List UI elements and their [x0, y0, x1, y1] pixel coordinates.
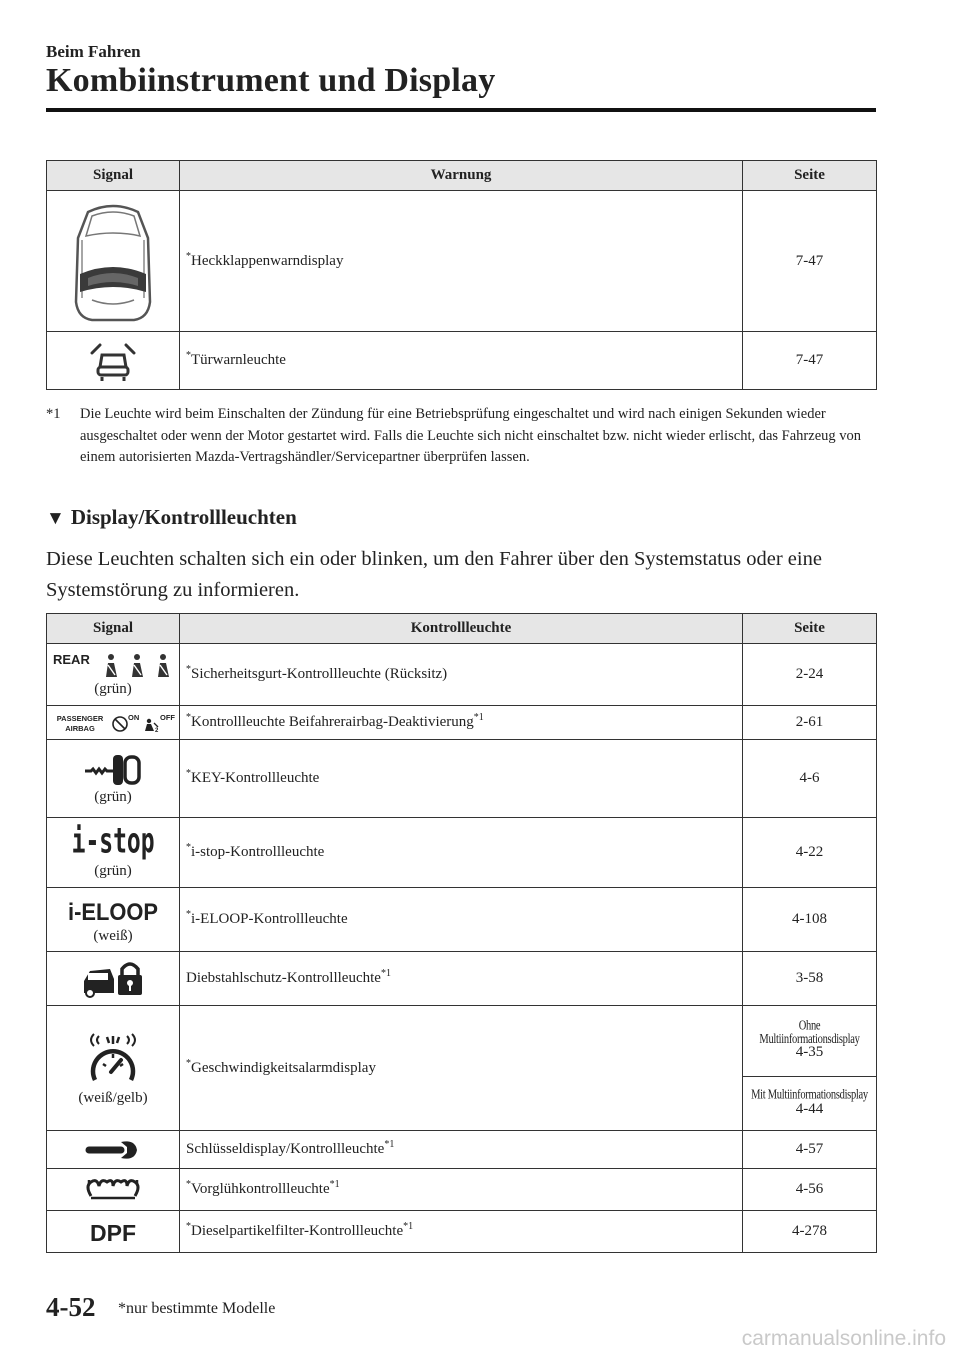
table-row — [47, 1211, 877, 1253]
passenger-airbag-icon — [50, 711, 176, 735]
table-header-row — [47, 614, 877, 644]
page-ref: 4-108 — [743, 888, 877, 952]
svg-text:2: 2 — [155, 727, 159, 734]
speed-alarm-icon — [85, 1030, 141, 1088]
warning-label: Heckklappenwarndisplay — [191, 252, 344, 269]
svg-text:PASSENGER: PASSENGER — [56, 713, 104, 723]
footnote-ref: *1 — [329, 1179, 340, 1190]
rear-icon-text: REAR — [53, 652, 90, 667]
color-label: (weiß/gelb) — [78, 1089, 148, 1106]
footnote-mark: *1 — [46, 406, 61, 422]
section-label: Beim Fahren — [46, 42, 141, 61]
svg-text:AIRBAG: AIRBAG — [65, 723, 95, 733]
col-signal-header: Signal — [47, 614, 180, 644]
wrench-icon — [85, 1137, 141, 1163]
model-star: * — [186, 350, 191, 361]
model-star: * — [186, 712, 191, 723]
svg-text:i-stop: i-stop — [71, 820, 155, 861]
page-ref: 4-22 — [743, 818, 877, 888]
col-signal-header: Signal — [47, 161, 180, 191]
page-ref: 7-47 — [743, 332, 877, 390]
page-condition-note: Ohne Multiinformationsdisplay — [759, 1018, 860, 1047]
warning-table — [46, 160, 877, 390]
footnote — [46, 404, 876, 469]
color-label: (grün) — [94, 681, 132, 697]
indicator-label: Sicherheitsgurt-Kontrollleuchte (Rücksitz) — [191, 666, 448, 682]
model-star: * — [186, 664, 191, 675]
svg-text:DPF: DPF — [90, 1219, 136, 1246]
car-trunk-icon — [68, 198, 158, 324]
table-row — [47, 1131, 877, 1169]
footnote-ref: *1 — [473, 712, 484, 723]
footnote-ref: *1 — [384, 1139, 395, 1150]
page-number: 4-52 — [46, 1292, 96, 1322]
table-row — [47, 332, 877, 390]
indicator-label: Geschwindigkeitsalarmdisplay — [191, 1059, 376, 1076]
rear-seatbelt-icon — [51, 651, 175, 679]
page-ref: 4-6 — [743, 740, 877, 818]
section-intro: Diese Leuchten schalten sich ein oder blinken, um den Fahrer über den Systemstatus oder eine Systemstörung zu informieren. — [46, 548, 822, 601]
indicator-label: Kontrollleuchte Beifahrerairbag-Deaktivierung — [191, 714, 474, 730]
model-star: * — [186, 768, 191, 779]
i-stop-icon — [71, 820, 155, 861]
col-indicator-header: Kontrollleuchte — [180, 614, 743, 644]
page-ref: 4-56 — [743, 1169, 877, 1211]
col-page-header: Seite — [743, 614, 877, 644]
section-marker: ▼ — [46, 508, 65, 529]
model-star: * — [186, 1221, 191, 1232]
footnote-ref: *1 — [403, 1221, 414, 1232]
footnote-ref: *1 — [380, 968, 391, 979]
indicator-table — [46, 613, 877, 1253]
table-row — [47, 191, 877, 332]
section-title-text: Display/Kontrollleuchten — [70, 505, 297, 529]
indicator-label: Schlüsseldisplay/Kontrollleuchte — [186, 1141, 385, 1157]
table-row — [47, 1006, 877, 1077]
security-lock-icon — [80, 959, 146, 999]
door-warning-icon — [88, 339, 138, 383]
indicator-label: KEY-Kontrollleuchte — [191, 770, 320, 786]
indicator-label: Dieselpartikelfilter-Kontrollleuchte — [191, 1223, 404, 1239]
table-row — [47, 644, 877, 706]
color-label: (grün) — [94, 863, 132, 879]
dpf-icon — [77, 1219, 149, 1245]
indicator-label: i-ELOOP-Kontrollleuchte — [191, 911, 348, 927]
page-ref: 7-47 — [743, 191, 877, 332]
model-star: * — [186, 842, 191, 853]
header-divider — [46, 108, 876, 112]
indicator-label: Diebstahlschutz-Kontrollleuchte — [186, 970, 381, 986]
page-ref: 4-35 — [795, 1043, 824, 1060]
page-ref: 4-278 — [743, 1211, 877, 1253]
indicator-label: Vorglühkontrollleuchte — [191, 1181, 330, 1197]
col-warning-header: Warnung — [180, 161, 743, 191]
color-label: (grün) — [94, 789, 132, 805]
model-star: * — [186, 1057, 191, 1069]
key-icon — [83, 751, 143, 787]
table-row — [47, 740, 877, 818]
indicator-label: i-stop-Kontrollleuchte — [191, 844, 325, 860]
section-heading — [46, 505, 297, 530]
page-ref: 2-24 — [743, 644, 877, 706]
footnote-text: Die Leuchte wird beim Einschalten der Zündung für eine Betriebsprüfung eingeschaltet und wird nach einigen Sekunden wieder ausgeschaltet oder wenn der Motor gestartet wird. Falls die Leuchte sich nicht einschaltet bzw. nicht wieder erlischt, das Fahrzeug von einem autorisierten Mazda-Vertragshändler/Servicepartner überprüfen lassen. — [80, 406, 862, 465]
col-page-header: Seite — [743, 161, 877, 191]
watermark: carmanualsonline.info — [741, 1327, 946, 1350]
page-ref: 4-57 — [743, 1131, 877, 1169]
page-ref: 4-44 — [795, 1100, 824, 1117]
table-row — [47, 952, 877, 1006]
table-row — [47, 888, 877, 952]
warning-label: Türwarnleuchte — [191, 352, 286, 368]
table-row — [47, 706, 877, 740]
page-condition-note: Mit Multiinformationsdisplay — [751, 1088, 868, 1102]
svg-text:OFF: OFF — [160, 712, 175, 722]
glow-plug-icon — [83, 1176, 143, 1204]
model-star: * — [186, 1179, 191, 1190]
page-title: Kombiinstrument und Display — [46, 62, 496, 99]
table-row — [47, 1169, 877, 1211]
page-ref: 3-58 — [743, 952, 877, 1006]
svg-text:ON: ON — [128, 712, 140, 722]
table-header-row — [47, 161, 877, 191]
i-eloop-icon — [65, 894, 161, 926]
page-ref: 2-61 — [743, 706, 877, 740]
color-label: (weiß) — [93, 928, 133, 944]
model-star: * — [186, 250, 191, 262]
model-star: * — [186, 909, 191, 920]
svg-text:i-ELOOP: i-ELOOP — [68, 899, 158, 926]
footer-note: *nur bestimmte Modelle — [118, 1300, 276, 1317]
table-row — [47, 818, 877, 888]
